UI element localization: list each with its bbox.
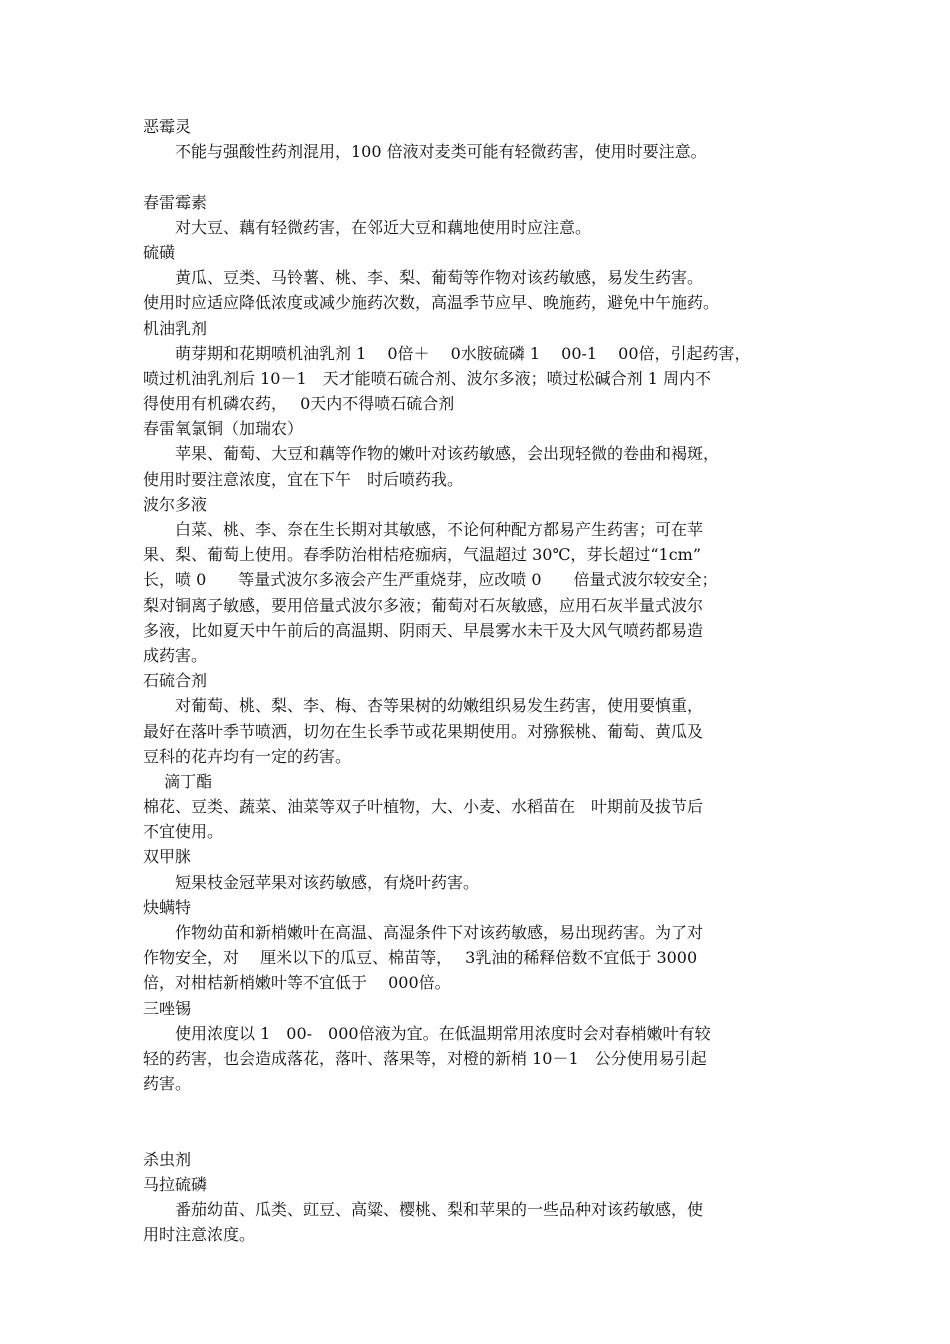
heading-shiliuheji: 石硫合剂 bbox=[143, 671, 208, 691]
paragraph-line: 作物幼苗和新梢嫩叶在高温、高湿条件下对该药敏感，易出现药害。为了对 bbox=[143, 923, 704, 942]
paragraph-line: 不能与强酸性药剂混用，100 倍液对麦类可能有轻微药害，使用时要注意。 bbox=[143, 142, 707, 162]
paragraph-line: 番茄幼苗、瓜类、豇豆、高粱、樱桃、梨和苹果的一些品种对该药敏感，使 bbox=[143, 1200, 704, 1220]
paragraph-line: 得使用有机磷农药， 0天内不得喷石硫合剂 bbox=[143, 394, 455, 414]
document-body bbox=[143, 114, 809, 1247]
paragraph-line: 药害。 bbox=[143, 1074, 192, 1094]
heading-liuhuang: 硫磺 bbox=[143, 242, 176, 262]
heading-shuangjiami: 双甲脒 bbox=[143, 847, 192, 867]
heading-chunleimeisu: 春雷霉素 bbox=[143, 192, 208, 212]
paragraph-line: 使用时要注意浓度，宜在下午 时后喷药我。 bbox=[143, 469, 464, 489]
paragraph-line: 喷过机油乳剂后 10－1 天才能喷石硫合剂、波尔多液；喷过松碱合剂 1 周内不 bbox=[143, 368, 711, 388]
heading-jiyouruji: 机油乳剂 bbox=[143, 318, 208, 338]
paragraph-line: 豆科的花卉均有一定的药害。 bbox=[143, 746, 352, 766]
paragraph-line: 作物安全，对 厘米以下的瓜豆、棉苗等， 3乳油的稀释倍数不宜低于 3000 bbox=[143, 948, 698, 968]
paragraph-line: 短果枝金冠苹果对该药敏感，有烧叶药害。 bbox=[143, 872, 480, 892]
blank-line bbox=[143, 1096, 809, 1121]
paragraph-line: 果、梨、葡萄上使用。春季防治柑桔疮痂病，气温超过 30℃，芽长超过“1cm” bbox=[143, 545, 702, 565]
heading-quemante: 炔螨特 bbox=[143, 897, 192, 917]
paragraph-line: 萌芽期和花期喷机油乳剂 1 0倍＋ 0水胺硫磷 1 00-1 00倍，引起药害， bbox=[143, 343, 751, 363]
blank-line bbox=[143, 164, 809, 189]
paragraph-line: 棉花、豆类、蔬菜、油菜等双子叶植物，大、小麦、水稻苗在 叶期前及拔节后 bbox=[143, 797, 704, 817]
heading-boerduoye: 波尔多液 bbox=[143, 494, 208, 514]
paragraph-line: 轻的药害，也会造成落花，落叶、落果等，对橙的新梢 10－1 公分使用易引起 bbox=[143, 1048, 707, 1068]
paragraph-line: 多液，比如夏天中午前后的高温期、阴雨天、早晨雾水未干及大风气喷药都易造 bbox=[143, 620, 704, 640]
blank-line bbox=[143, 1122, 809, 1147]
paragraph-line: 用时注意浓度。 bbox=[143, 1225, 256, 1245]
paragraph-line: 黄瓜、豆类、马铃薯、桃、李、梨、葡萄等作物对该药敏感，易发生药害。 bbox=[143, 268, 704, 288]
paragraph-line: 使用时应适应降低浓度或减少施药次数，高温季节应早、晚施药，避免中午施药。 bbox=[143, 293, 720, 313]
paragraph-line: 成药害。 bbox=[143, 645, 208, 665]
heading-exmeiling: 恶霉灵 bbox=[143, 117, 192, 136]
paragraph-line: 不宜使用。 bbox=[143, 822, 224, 842]
paragraph-line: 倍，对柑桔新梢嫩叶等不宜低于 000倍。 bbox=[143, 973, 451, 993]
heading-sanzuoxi: 三唑锡 bbox=[143, 998, 192, 1018]
paragraph-line: 最好在落叶季节喷洒，切勿在生长季节或花果期使用。对猕猴桃、葡萄、黄瓜及 bbox=[143, 721, 704, 741]
heading-didingzhi: 滴丁酯 bbox=[143, 771, 213, 791]
paragraph-line: 苹果、葡萄、大豆和藕等作物的嫩叶对该药敏感，会出现轻微的卷曲和褐斑， bbox=[143, 444, 720, 464]
heading-malaliulin: 马拉硫磷 bbox=[143, 1174, 208, 1194]
paragraph-line: 对大豆、藕有轻微药害，在邻近大豆和藕地使用时应注意。 bbox=[143, 217, 592, 237]
heading-chunleiyanglvtong: 春雷氧氯铜（加瑞农） bbox=[143, 419, 304, 439]
paragraph-line: 使用浓度以 1 00- 000倍液为宜。在低温期常用浓度时会对春梢嫩叶有较 bbox=[143, 1023, 711, 1043]
paragraph-line: 白菜、桃、李、奈在生长期对其敏感，不论何种配方都易产生药害；可在苹 bbox=[143, 520, 704, 539]
paragraph-line: 梨对铜离子敏感，要用倍量式波尔多液；葡萄对石灰敏感，应用石灰半量式波尔 bbox=[143, 595, 704, 615]
section-heading-shachongji: 杀虫剂 bbox=[143, 1149, 192, 1169]
paragraph-line: 长，喷 0 等量式波尔多液会产生严重烧芽，应改喷 0 倍量式波尔较安全； bbox=[143, 570, 718, 590]
paragraph-line: 对葡萄、桃、梨、李、梅、杏等果树的幼嫩组织易发生药害，使用要慎重， bbox=[143, 696, 704, 716]
